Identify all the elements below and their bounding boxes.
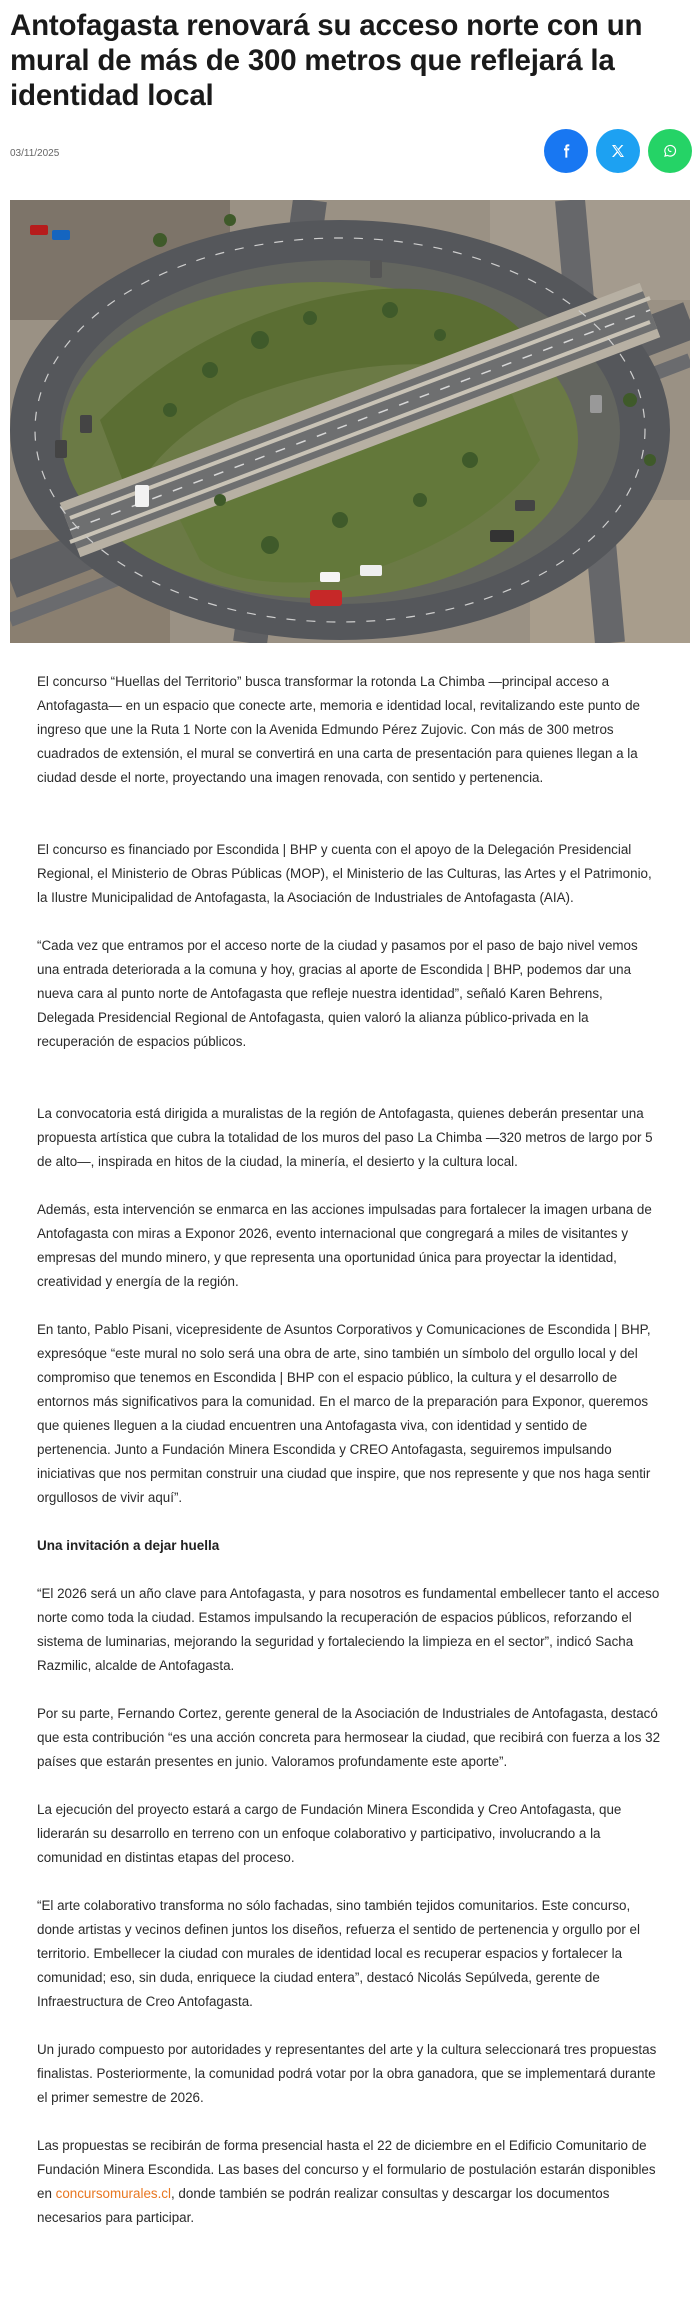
paragraph: El concurso es financiado por Escondida | BHP y cuenta con el apoyo de la Delegación Presidencial Regional, el Ministerio de Obras Públicas (MOP), el Ministerio de las Culturas, las Artes y el Patrimonio, la Ilustre Municipalidad de Antofagasta, la Asociación de Industriales de Antofagasta (AIA).: [37, 842, 652, 905]
contest-website-link[interactable]: concursomurales.cl: [55, 2186, 171, 2201]
whatsapp-share-button[interactable]: [648, 129, 692, 173]
paragraph: “El arte colaborativo transforma no sólo fachadas, sino también tejidos comunitarios. Este concurso, donde artistas y vecinos definen juntos los diseños, refuerza el sentido de pertenencia y orgullo por el territorio. Embellecer la ciudad con murales de identidad local es recuperar espacios y fortalecer la comunidad; eso, sin duda, enriquece la ciudad entera”, destacó Nicolás Sepúlveda, gerente de Infraestructura de Creo Antofagasta.: [37, 1898, 640, 2009]
paragraph: “El 2026 será un año clave para Antofagasta, y para nosotros es fundamental embellecer tanto el acceso norte como toda la ciudad. Estamos impulsando la recuperación de espacios públicos, reforzando el sistema de luminarias, mejorando la seguridad y fortaleciendo la limpieza en el sector”, indicó Sacha Razmilic, alcalde de Antofagasta.: [37, 1586, 660, 1673]
paragraph: Por su parte, Fernando Cortez, gerente general de la Asociación de Industriales de Antofagasta, destacó que esta contribución “es una acción concreta para hermosear la ciudad, que recibirá con fuerza a los 32 países que estarán presentes en junio. Valoramos profundamente este aporte”.: [37, 1706, 661, 1769]
final-paragraph: [37, 2134, 663, 2230]
aerial-roundabout-photo: [10, 200, 690, 643]
publish-date: 03/11/2025: [10, 148, 60, 159]
paragraph: Un jurado compuesto por autoridades y representantes del arte y la cultura seleccionará tres propuestas finalistas. Posteriormente, la comunidad podrá votar por la obra ganadora, que se implementará durante el primer semestre de 2026.: [37, 2042, 657, 2105]
facebook-share-button[interactable]: [544, 129, 588, 173]
x-share-button[interactable]: [596, 129, 640, 173]
hero-image: [10, 200, 690, 643]
paragraph: “Cada vez que entramos por el acceso norte de la ciudad y pasamos por el paso de bajo nivel vemos una entrada deteriorada a la comuna y hoy, gracias al aporte de Escondida | BHP, podemos dar una nueva cara al punto norte de Antofagasta que refleje nuestra identidad”, señaló Karen Behrens, Delegada Presidencial Regional de Antofagasta, quien valoró la alianza público-privada en la recuperación de espacios públicos.: [37, 938, 638, 1049]
section-subheading: Una invitación a dejar huella: [37, 1538, 220, 1553]
paragraph: La convocatoria está dirigida a muralistas de la región de Antofagasta, quienes deberán presentar una propuesta artística que cubra la totalidad de los muros del paso La Chimba —320 metros de largo por 5 de alto—, inspirada en hitos de la ciudad, la minería, el desierto y la cultura local.: [37, 1106, 653, 1169]
paragraph: Además, esta intervención se enmarca en las acciones impulsadas para fortalecer la imagen urbana de Antofagasta con miras a Exponor 2026, evento internacional que congregará a miles de visitantes y empresas del mundo minero, y que representa una oportunidad única para proyectar la identidad, creatividad y energía de la región.: [37, 1202, 652, 1289]
article-body: [37, 670, 663, 2254]
facebook-icon: [558, 143, 574, 159]
article-title: Antofagasta renovará su acceso norte con un mural de más de 300 metros que reflejará la identidad local: [10, 9, 643, 112]
final-text-before: Las propuestas se recibirán de forma presencial hasta el 22 de diciembre en el Edificio Comunitario de Fundación Minera Escondida. Las bases del concurso y el formulario de postulación estarán disponibles en: [37, 2138, 656, 2201]
whatsapp-icon: [662, 143, 678, 159]
paragraph: En tanto, Pablo Pisani, vicepresidente de Asuntos Corporativos y Comunicaciones de Escondida | BHP, expresóque “este mural no solo será una obra de arte, sino también un símbolo del orgullo local y del compromiso que tenemos en Escondida | BHP con el espacio público, la cultura y el desarrollo de entornos más significativos para la comunidad. En el marco de la preparación para Exponor, queremos que quienes lleguen a la ciudad encuentren una Antofagasta viva, con identidad y sentido de pertenencia. Junto a Fundación Minera Escondida y CREO Antofagasta, seguiremos impulsando iniciativas que nos permitan construir una ciudad que inspire, que nos represente y que nos haga sentir orgullosos de vivir aquí”.: [37, 1322, 651, 1505]
share-buttons: [544, 129, 692, 173]
final-text-after: , donde también se podrán realizar consultas y descargar los documentos necesarios para participar.: [37, 2186, 610, 2225]
x-icon: [610, 143, 626, 159]
paragraph: La ejecución del proyecto estará a cargo de Fundación Minera Escondida y Creo Antofagasta, que liderarán su desarrollo en terreno con un enfoque colaborativo y participativo, involucrando a la comunidad en distintas etapas del proceso.: [37, 1802, 622, 1865]
paragraph: El concurso “Huellas del Territorio” busca transformar la rotonda La Chimba —principal acceso a Antofagasta— en un espacio que conecte arte, memoria e identidad local, revitalizando este punto de ingreso que une la Ruta 1 Norte con la Avenida Edmundo Pérez Zujovic. Con más de 300 metros cuadrados de extensión, el mural se convertirá en una carta de presentación para quienes llegan a la ciudad desde el norte, proyectando una imagen renovada, con sentido y pertenencia.: [37, 674, 640, 785]
